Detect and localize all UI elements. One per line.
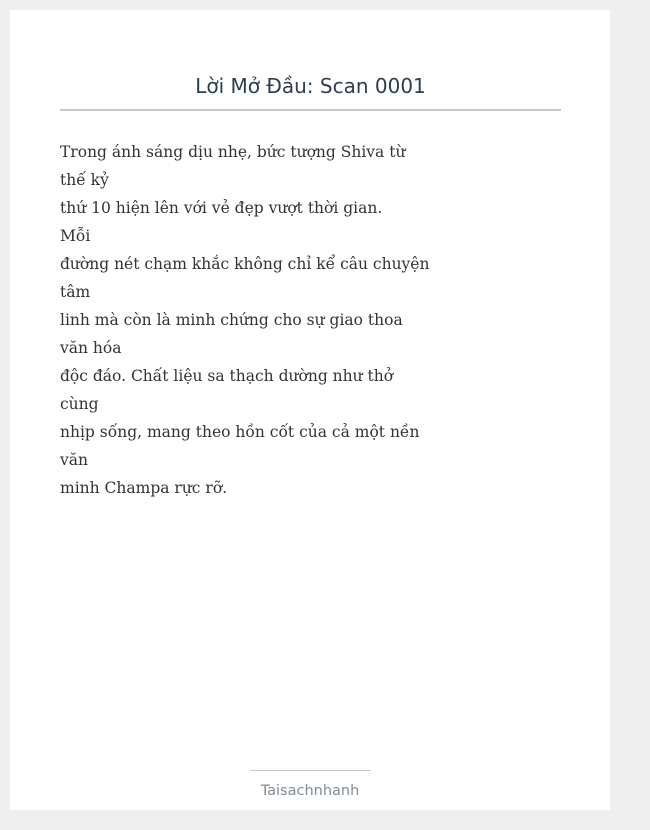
footer-text: Taisachnhanh bbox=[260, 783, 360, 799]
text-line: minh Champa rực rỡ. bbox=[60, 479, 228, 497]
text-line: đường nét chạm khắc không chỉ kể câu chuyện bbox=[60, 255, 430, 273]
text-line: thứ 10 hiện lên với vẻ đẹp vượt thời gian. bbox=[60, 199, 383, 217]
page-title: Lời Mở Đầu: Scan 0001 bbox=[195, 74, 426, 98]
text-line: văn hóa bbox=[60, 339, 122, 357]
body-text bbox=[60, 138, 440, 502]
text-line: cùng bbox=[60, 395, 99, 413]
title-divider bbox=[60, 109, 561, 111]
text-line: nhịp sống, mang theo hồn cốt của cả một nền bbox=[60, 423, 420, 441]
text-line: tâm bbox=[60, 283, 91, 301]
text-line: độc đáo. Chất liệu sa thạch dường như thở bbox=[60, 367, 394, 385]
footer-divider bbox=[250, 770, 371, 771]
text-line: linh mà còn là minh chứng cho sự giao thoa bbox=[60, 311, 403, 329]
document-page bbox=[10, 10, 610, 810]
text-line: Mỗi bbox=[60, 227, 91, 245]
text-line: thế kỷ bbox=[60, 171, 109, 189]
text-line: Trong ánh sáng dịu nhẹ, bức tượng Shiva từ bbox=[60, 143, 406, 161]
text-line: văn bbox=[60, 451, 88, 469]
